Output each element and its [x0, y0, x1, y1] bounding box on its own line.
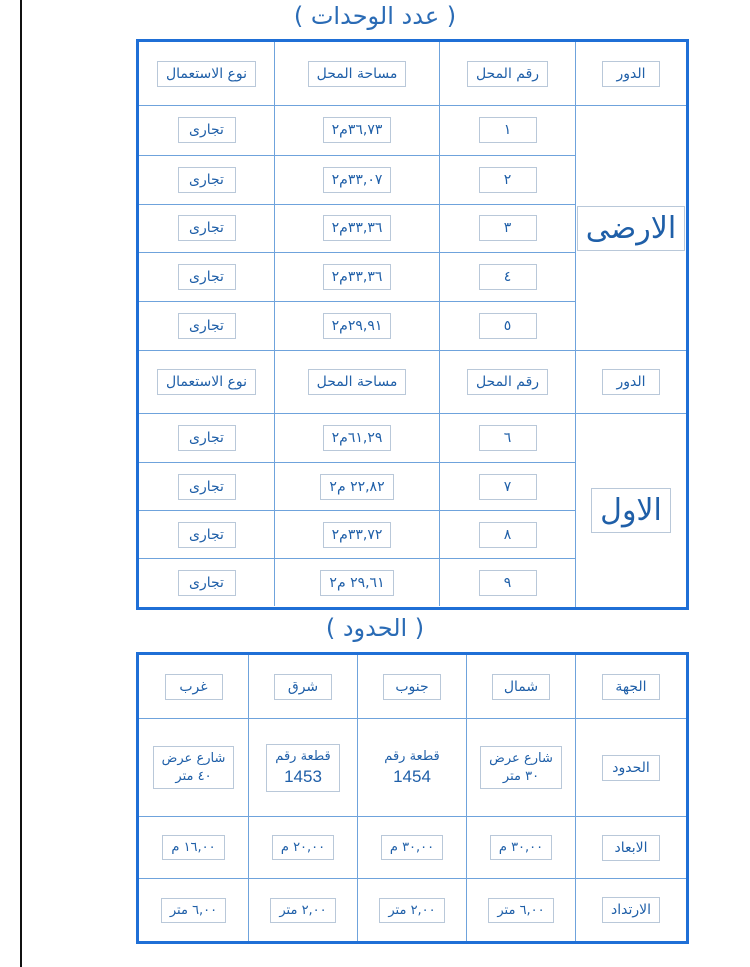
unit-no: ٤ [479, 264, 537, 290]
unit-usage-cell [139, 253, 274, 301]
header-unit-no: رقم المحل [467, 369, 548, 395]
unit-area: ٢٩,٦١ م٢ [320, 570, 393, 596]
setback-label: الارتداد [602, 897, 660, 923]
unit-area-cell [274, 559, 439, 606]
header-area-cell [274, 351, 439, 413]
unit-no-cell [439, 511, 575, 558]
header-area: مساحة المحل [308, 369, 407, 395]
limits-west-line2: ٤٠ متر [175, 769, 212, 784]
setback-west-cell [139, 879, 248, 941]
header-east-cell [248, 655, 357, 718]
table-row [139, 252, 575, 301]
unit-usage-cell [139, 302, 274, 350]
dimensions-north: ٣٠,٠٠ م [490, 835, 552, 860]
header-west-cell [139, 655, 248, 718]
table-row [139, 462, 575, 510]
unit-area: ٣٣,٣٦م٢ [323, 215, 392, 241]
setback-north: ٦,٠٠ متر [488, 898, 553, 923]
setback-east-cell [248, 879, 357, 941]
unit-no: ٢ [479, 167, 537, 193]
limits-west [153, 746, 235, 789]
dimensions-label-cell [575, 817, 686, 878]
unit-no: ٧ [479, 474, 537, 500]
unit-area-cell [274, 205, 439, 253]
unit-usage-cell [139, 205, 274, 253]
unit-usage-cell [139, 156, 274, 204]
header-unit-no-cell [439, 42, 575, 105]
unit-area: ٣٣,٣٦م٢ [323, 264, 392, 290]
dimensions-south: ٣٠,٠٠ م [381, 835, 443, 860]
table-row [139, 301, 575, 350]
limits-south [384, 749, 439, 787]
ground-floor-block [139, 105, 686, 350]
header-area: مساحة المحل [308, 61, 407, 87]
header-floor: الدور [602, 61, 660, 87]
unit-area: ٣٦,٧٣م٢ [323, 117, 392, 143]
bounds-title: ( الحدود ) [325, 614, 425, 642]
units-header-row [139, 42, 686, 105]
limits-north-cell [466, 719, 575, 816]
first-floor-rows [139, 414, 575, 607]
unit-area: ٣٣,٠٧م٢ [323, 167, 392, 193]
dimensions-north-cell [466, 817, 575, 878]
limits-north-line1: شارع عرض [489, 751, 553, 766]
header-area-cell [274, 42, 439, 105]
limits-west-cell [139, 719, 248, 816]
header-usage: نوع الاستعمال [157, 369, 256, 395]
unit-area-cell [274, 106, 439, 155]
ground-floor-label-cell [575, 106, 686, 350]
unit-no-cell [439, 559, 575, 606]
unit-usage: تجارى [178, 264, 236, 290]
unit-no: ١ [479, 117, 537, 143]
unit-usage: تجارى [178, 167, 236, 193]
setback-label-cell [575, 879, 686, 941]
header-floor: الدور [602, 369, 660, 395]
limits-north-line2: ٣٠ متر [502, 769, 540, 784]
unit-no: ٩ [479, 570, 537, 596]
setback-south: ٢,٠٠ متر [379, 898, 444, 923]
header-north: شمال [492, 674, 550, 700]
unit-usage: تجارى [178, 425, 236, 451]
units-header-row [139, 350, 686, 413]
header-direction: الجهة [602, 674, 660, 700]
dimensions-row [139, 816, 686, 878]
unit-usage: تجارى [178, 474, 236, 500]
header-usage-cell [139, 42, 274, 105]
ground-floor-rows [139, 106, 575, 350]
unit-usage: تجارى [178, 313, 236, 339]
unit-usage-cell [139, 414, 274, 462]
table-row [139, 510, 575, 558]
page-margin-line [20, 0, 22, 967]
limits-north [480, 746, 562, 789]
setback-row [139, 878, 686, 941]
unit-area-cell [274, 253, 439, 301]
unit-no: ٣ [479, 215, 537, 241]
unit-usage-cell [139, 559, 274, 606]
unit-usage: تجارى [178, 522, 236, 548]
unit-area: ٣٣,٧٢م٢ [323, 522, 392, 548]
header-north-cell [466, 655, 575, 718]
dimensions-east: ٢٠,٠٠ م [272, 835, 334, 860]
unit-usage-cell [139, 463, 274, 510]
first-floor-label-cell [575, 414, 686, 607]
limits-east [266, 744, 339, 792]
header-unit-no-cell [439, 351, 575, 413]
unit-no: ٦ [479, 425, 537, 451]
limits-south-cell [357, 719, 466, 816]
header-floor-cell [575, 351, 686, 413]
units-title: ( عدد الوحدات ) [293, 2, 457, 30]
limits-east-line1: قطعة رقم [275, 748, 331, 764]
limits-east-cell [248, 719, 357, 816]
unit-no-cell [439, 205, 575, 253]
header-west: غرب [165, 674, 223, 700]
unit-usage: تجارى [178, 215, 236, 241]
first-floor-label: الاول [591, 488, 671, 533]
limits-row [139, 718, 686, 816]
setback-south-cell [357, 879, 466, 941]
unit-no-cell [439, 463, 575, 510]
setback-east: ٢,٠٠ متر [270, 898, 335, 923]
limits-east-line2: 1453 [284, 766, 322, 786]
unit-no-cell [439, 302, 575, 350]
table-row [139, 155, 575, 204]
header-east: شرق [274, 674, 332, 700]
table-row [139, 414, 575, 462]
unit-no-cell [439, 106, 575, 155]
header-south: جنوب [383, 674, 441, 700]
limits-south-line2: 1454 [393, 766, 431, 786]
unit-usage: تجارى [178, 570, 236, 596]
header-south-cell [357, 655, 466, 718]
unit-area: ٢٩,٩١م٢ [323, 313, 392, 339]
first-floor-block [139, 413, 686, 607]
dimensions-south-cell [357, 817, 466, 878]
unit-area-cell [274, 302, 439, 350]
limits-label-cell [575, 719, 686, 816]
dimensions-west-cell [139, 817, 248, 878]
dimensions-east-cell [248, 817, 357, 878]
header-unit-no: رقم المحل [467, 61, 548, 87]
header-direction-cell [575, 655, 686, 718]
unit-no: ٥ [479, 313, 537, 339]
unit-area-cell [274, 414, 439, 462]
unit-usage: تجارى [178, 117, 236, 143]
table-row [139, 106, 575, 155]
unit-area: ٦١,٢٩م٢ [323, 425, 392, 451]
limits-south-line1: قطعة رقم [384, 748, 440, 764]
units-table [136, 39, 689, 610]
unit-area-cell [274, 511, 439, 558]
unit-area-cell [274, 156, 439, 204]
setback-north-cell [466, 879, 575, 941]
header-usage: نوع الاستعمال [157, 61, 256, 87]
dimensions-west: ١٦,٠٠ م [162, 835, 224, 860]
unit-usage-cell [139, 511, 274, 558]
unit-no-cell [439, 156, 575, 204]
unit-no-cell [439, 253, 575, 301]
limits-west-line1: شارع عرض [161, 751, 226, 766]
dimensions-label: الابعاد [602, 835, 660, 861]
unit-area-cell [274, 463, 439, 510]
header-floor-cell [575, 42, 686, 105]
bounds-header-row [139, 655, 686, 718]
table-row [139, 204, 575, 253]
unit-area: ٢٢,٨٢ م٢ [320, 474, 393, 500]
unit-usage-cell [139, 106, 274, 155]
bounds-table [136, 652, 689, 944]
header-usage-cell [139, 351, 274, 413]
ground-floor-label: الارضى [577, 206, 685, 251]
table-row [139, 558, 575, 606]
setback-west: ٦,٠٠ متر [161, 898, 226, 923]
limits-label: الحدود [602, 755, 660, 781]
unit-no-cell [439, 414, 575, 462]
unit-no: ٨ [479, 522, 537, 548]
